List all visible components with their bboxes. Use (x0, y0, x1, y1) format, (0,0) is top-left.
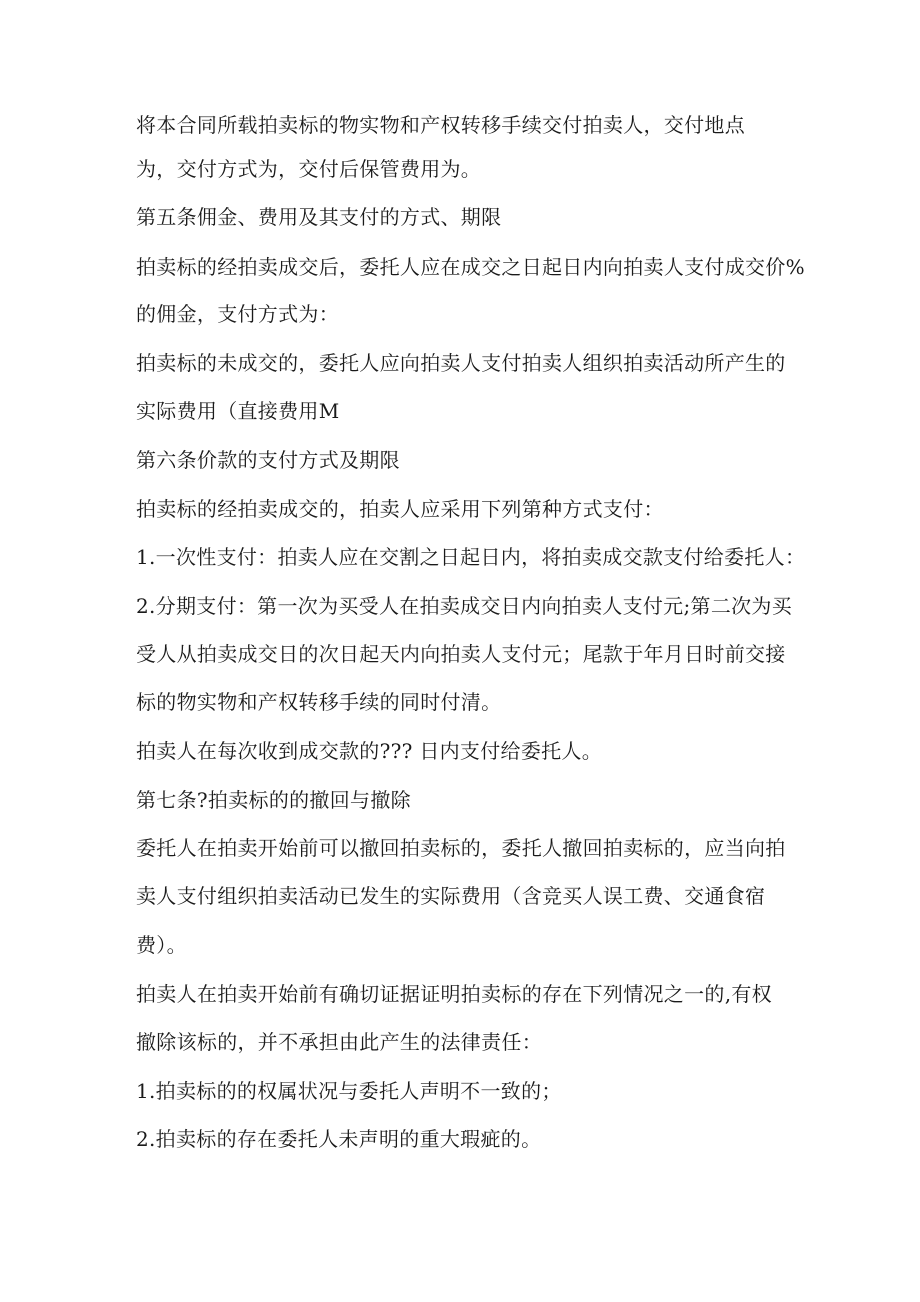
list-item: 2.拍卖标的存在委托人未声明的重大瑕疵的。 (136, 1127, 542, 1151)
text-line: 的佣金，支付方式为： (136, 302, 339, 326)
list-item: 1.拍卖标的的权属状况与委托人声明不一致的； (136, 1079, 562, 1103)
article-heading: 第五条佣金、费用及其支付的方式、期限 (136, 205, 502, 229)
list-item: 1.一次性支付：拍卖人应在交割之日起日内，将拍卖成交款支付给委托人： (136, 545, 806, 569)
text-line: 拍卖人在拍卖开始前有确切证据证明拍卖标的存在下列情况之一的,有权 (136, 982, 772, 1006)
text-line: 拍卖人在每次收到成交款的??? 日内支付给委托人。 (136, 739, 603, 763)
article-heading: 第六条价款的支付方式及期限 (136, 448, 400, 472)
text-line: 撤除该标的，并不承担由此产生的法律责任： (136, 1030, 542, 1054)
text-line: 拍卖标的未成交的，委托人应向拍卖人支付拍卖人组织拍卖活动所产生的 (136, 351, 786, 375)
text-line: 拍卖标的经拍卖成交的，拍卖人应采用下列第种方式支付： (136, 497, 664, 521)
text-line: 将本合同所载拍卖标的物实物和产权转移手续交付拍卖人，交付地点 (136, 113, 745, 137)
text-line: 拍卖标的经拍卖成交后，委托人应在成交之日起日内向拍卖人支付成交价% (136, 255, 805, 279)
text-line: 标的物实物和产权转移手续的同时付清。 (136, 690, 502, 714)
text-line: 实际费用（直接费用M (136, 399, 340, 423)
text-line: 委托人在拍卖开始前可以撤回拍卖标的，委托人撤回拍卖标的，应当向拍 (136, 836, 786, 860)
text-line: 卖人支付组织拍卖活动已发生的实际费用（含竞买人误工费、交通食宿 (136, 884, 766, 908)
text-line: 受人从拍卖成交日的次日起天内向拍卖人支付元；尾款于年月日时前交接 (136, 642, 786, 666)
list-item: 2.分期支付：第一次为买受人在拍卖成交日内向拍卖人支付元;第二次为买 (136, 594, 793, 618)
text-line: 为，交付方式为，交付后保管费用为。 (136, 157, 482, 181)
text-line: 费）。 (136, 933, 187, 957)
article-heading: 第七条?拍卖标的的撤回与撤除 (136, 788, 411, 812)
